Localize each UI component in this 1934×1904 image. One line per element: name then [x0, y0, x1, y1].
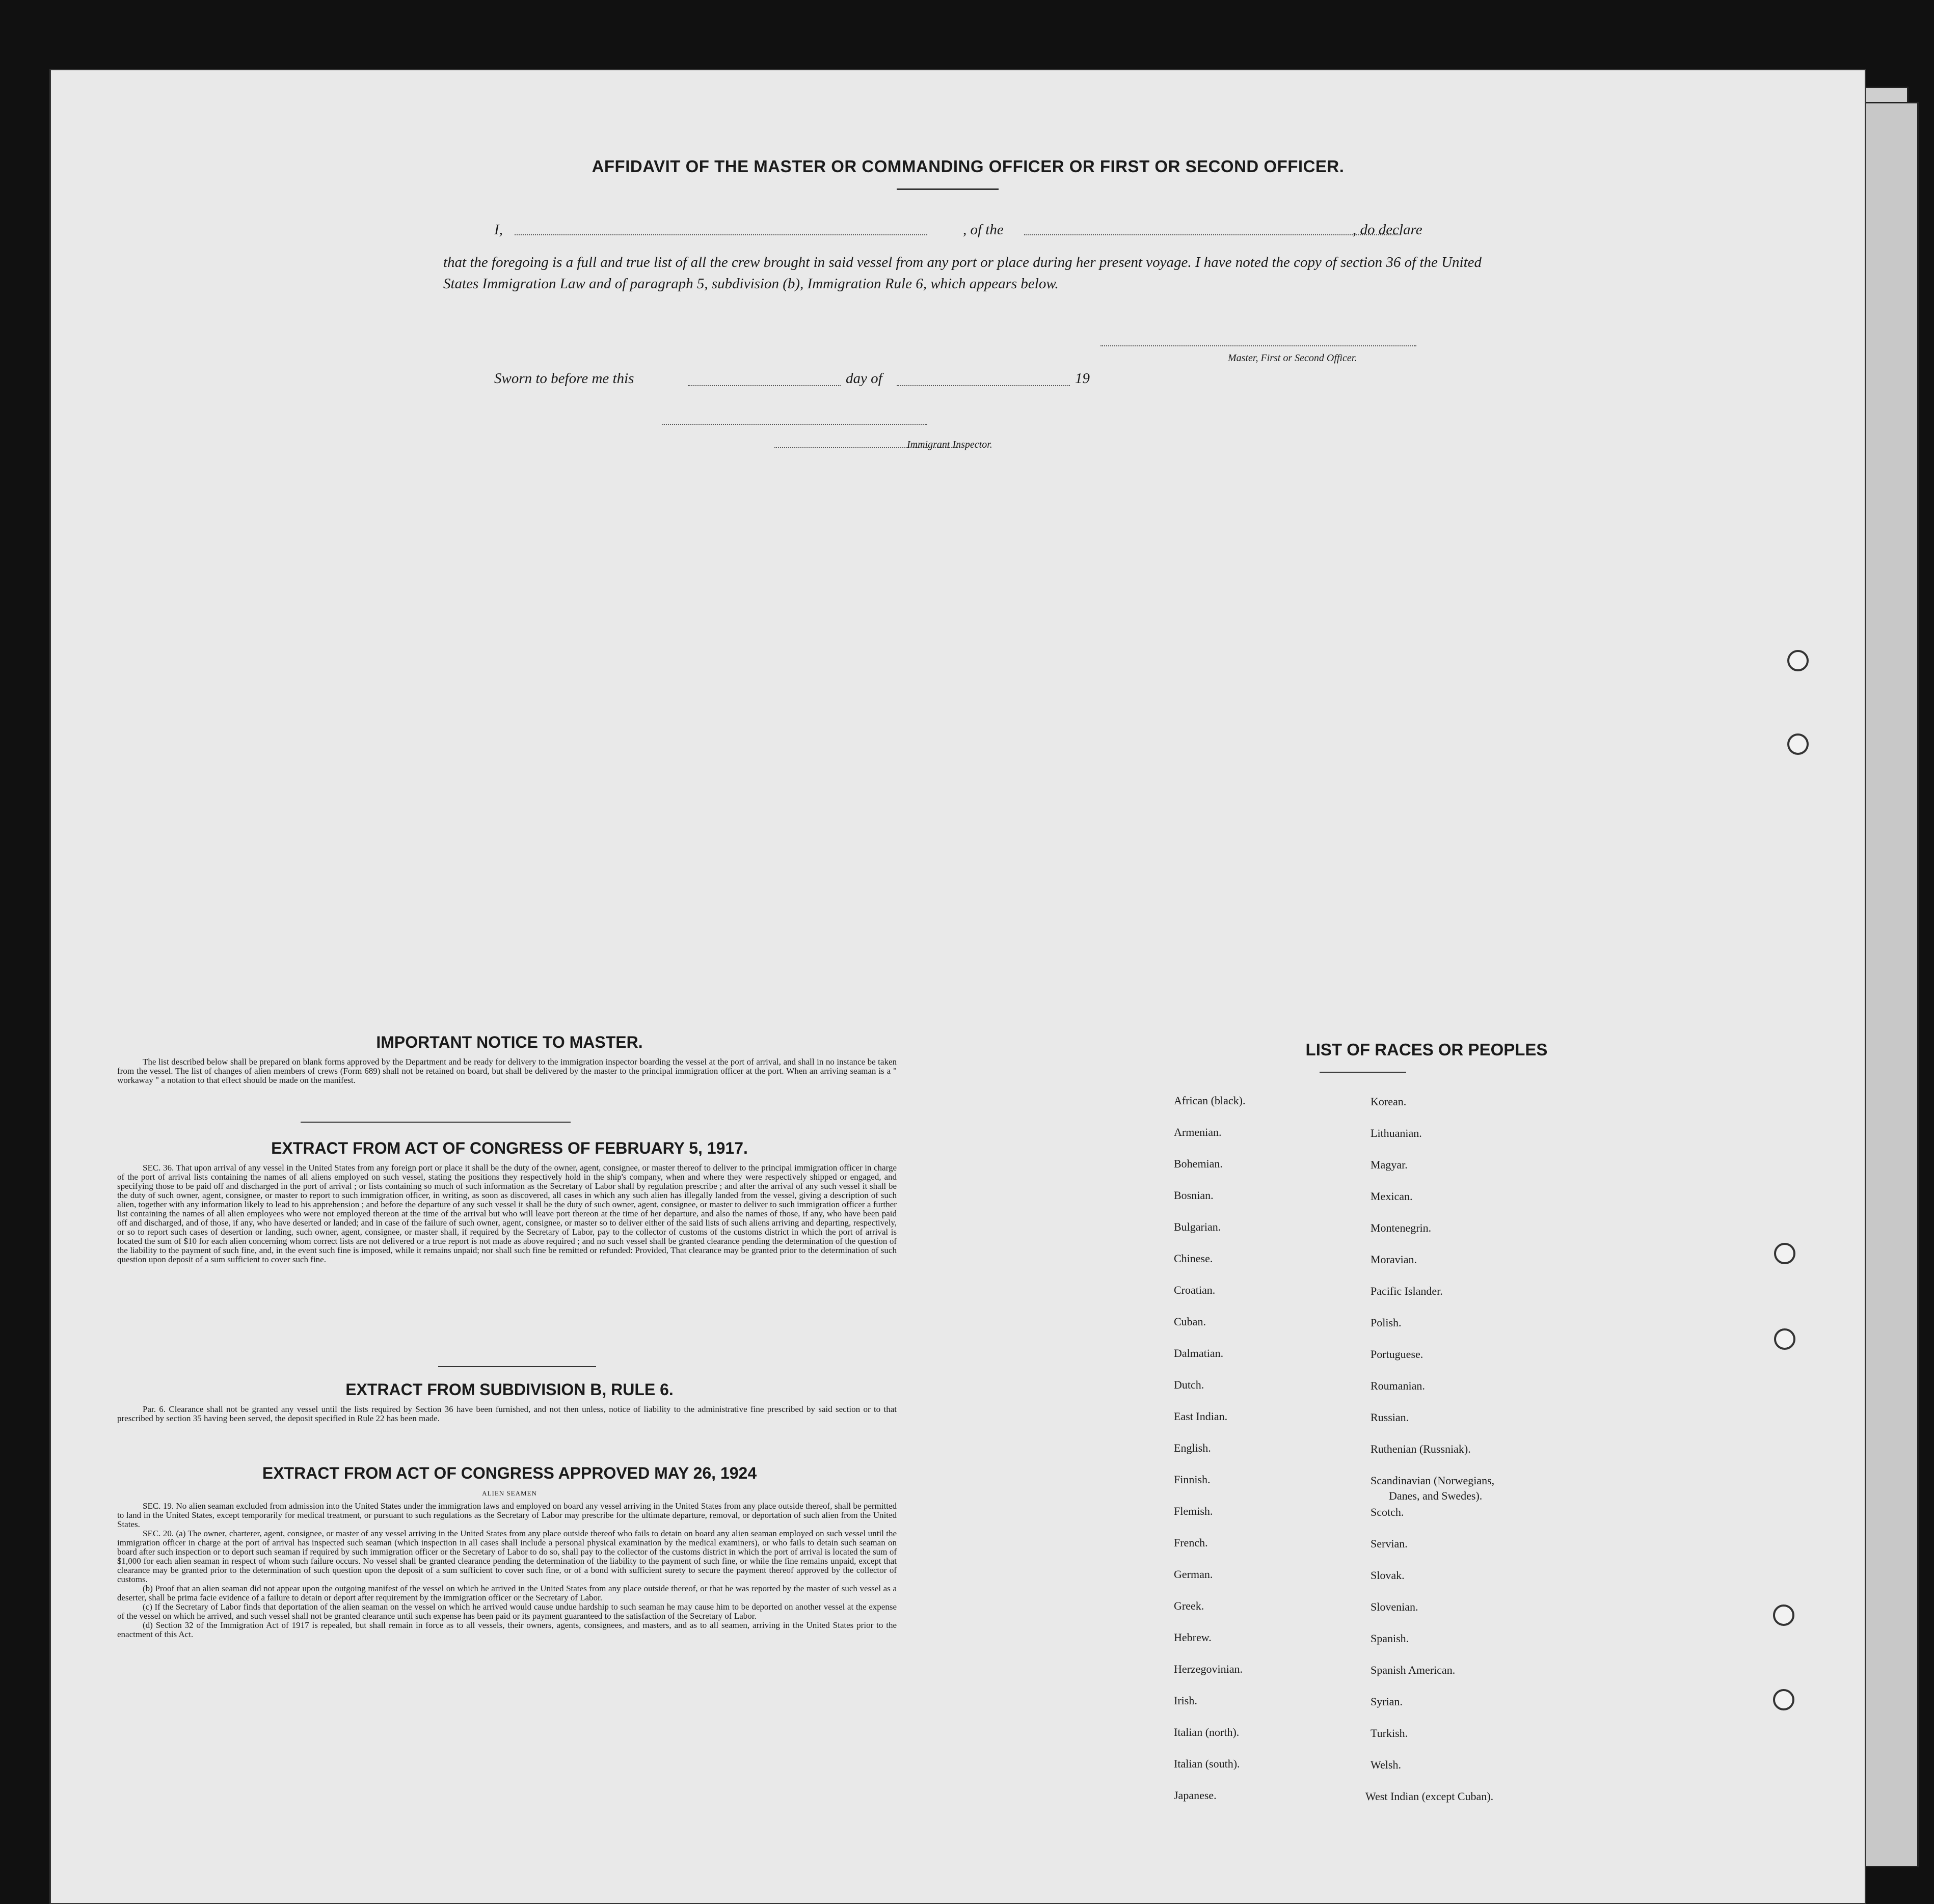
- race-item: Ruthenian (Russniak).: [1371, 1443, 1471, 1455]
- race-item: Scotch.: [1371, 1506, 1404, 1518]
- race-item: African (black).: [1174, 1094, 1246, 1107]
- race-item: Japanese.: [1174, 1789, 1217, 1802]
- race-item: Croatian.: [1174, 1284, 1216, 1296]
- race-item: Dutch.: [1174, 1378, 1204, 1391]
- race-item: Dalmatian.: [1174, 1347, 1224, 1359]
- race-item: Spanish.: [1371, 1632, 1409, 1645]
- race-item: Roumanian.: [1371, 1379, 1425, 1392]
- race-item: Bulgarian.: [1174, 1220, 1221, 1233]
- race-item: French.: [1174, 1536, 1208, 1549]
- race-item: Welsh.: [1371, 1758, 1401, 1771]
- race-item: Cuban.: [1174, 1315, 1206, 1328]
- affidavit-line-i: I,: [494, 222, 503, 238]
- race-item: Danes, and Swedes).: [1389, 1489, 1483, 1502]
- race-item: Hebrew.: [1174, 1631, 1212, 1644]
- race-item: Italian (south).: [1174, 1757, 1240, 1770]
- affidavit-paragraph: that the foregoing is a full and true list of all the crew brought in said vessel from any port or place during her present voyage. I have noted the copy of section 36 of the United States Immigration Law and of paragraph 5, subdivision (b), Immigration Rule 6, which appears below.: [443, 254, 1482, 292]
- race-item: Portuguese.: [1371, 1348, 1423, 1361]
- race-item: Bohemian.: [1174, 1157, 1223, 1170]
- extract-1924-title: EXTRACT FROM ACT OF CONGRESS APPROVED MAY 26, 1924: [262, 1464, 757, 1482]
- binder-hole-icon: [1773, 1604, 1794, 1626]
- race-item: Flemish.: [1174, 1505, 1213, 1517]
- races-title: LIST OF RACES OR PEOPLES: [1305, 1040, 1548, 1059]
- race-item: Slovenian.: [1371, 1600, 1418, 1613]
- binder-hole-icon: [1774, 1328, 1795, 1350]
- race-item: Herzegovinian.: [1174, 1663, 1243, 1675]
- title-rule: [897, 188, 999, 190]
- extract-1917-title: EXTRACT FROM ACT OF CONGRESS OF FEBRUARY 5, 1917.: [271, 1139, 748, 1157]
- section-rule: [301, 1122, 571, 1123]
- extract-1924-paragraph: (c) If the Secretary of Labor finds that deportation of the alien seaman on the vessel on which he arrived would cause undue hardship to such seaman he may cause him to be deported on another vessel at the expense of the vessel on which he arrived, and such vessel shall not be granted clearance until such expense has been paid or its payment guaranteed to the satisfaction of the Secretary of Labor.: [117, 1602, 897, 1621]
- section-rule: [438, 1366, 596, 1367]
- extract-rule6-text: Par. 6. Clearance shall not be granted any vessel until the lists required by Section 36 have been furnished, and not then unless, notice of liability to the administrative fine prescribed by said section or to that prescribed by section 35 having been served, the deposit specified in Rule 22 has been made.: [117, 1404, 897, 1423]
- race-item: Spanish American.: [1371, 1664, 1456, 1676]
- race-item: German.: [1174, 1568, 1213, 1581]
- extract-1924-body: [117, 1502, 897, 1639]
- race-item: Italian (north).: [1174, 1726, 1240, 1738]
- race-item: Moravian.: [1371, 1253, 1417, 1266]
- race-item: Bosnian.: [1174, 1189, 1214, 1202]
- extract-1924-paragraph: (d) Section 32 of the Immigration Act of 1917 is repealed, but shall remain in force as to all vessels, their owners, agents, consignees, and masters, and as to all seamen, arriving in the United States prior to the enactment of this Act.: [117, 1620, 897, 1639]
- race-item: Syrian.: [1371, 1695, 1403, 1708]
- name-fill-line[interactable]: [515, 234, 927, 235]
- race-item: Korean.: [1371, 1095, 1407, 1108]
- binder-hole-icon: [1787, 650, 1809, 671]
- race-item: Scandinavian (Norwegians,: [1371, 1474, 1495, 1487]
- race-item: Turkish.: [1371, 1727, 1408, 1739]
- race-item: Irish.: [1174, 1694, 1197, 1707]
- document-page: [51, 70, 1865, 1903]
- extract-1924-paragraph: (b) Proof that an alien seaman did not appear upon the outgoing manifest of the vessel on which he arrived in the United States from any place outside thereof, or that he was reported by the master of such vessel as a deserter, shall be prima facie evidence of a failure to detain or deport after requirement by the immigration officer or the Secretary of Labor.: [117, 1584, 897, 1602]
- vessel-fill-line[interactable]: [1024, 234, 1401, 235]
- binder-hole-icon: [1773, 1689, 1794, 1710]
- extract-1917-text: SEC. 36. That upon arrival of any vessel in the United States from any foreign port or place it shall be the duty of the owner, agent, consignee, or master thereof to deliver to the principal immigration officer in charge of the port of arrival lists containing the names of all aliens employed on such vessel, stating the positions they respectively hold in the ship's company, when and where they were respectively shipped or engaged, and specifying those to be paid off and discharged in the port of arrival ; or lists containing so much of such information as the Secretary of Labor shall by regulation prescribe ; and after the arrival of any such vessel it shall be the duty of such owner, agent, consignee, or master to report to such immigration officer, in writing, as soon as discovered, all cases in which any such alien has illegally landed from the vessel, giving a description of such alien, together with any information likely to lead to his apprehension ; and before the departure of any such vessel it shall be the duty of such owner, agent, consignee, or master to deliver to such immigration officer a further list containing the names of all alien employees who were not employed thereon at the time of the arrival but who will leave port thereon at the time of her departure, and also the names of those, if any, who have been paid off and discharged, and of those, if any, who have deserted or landed; and in case of the failure of such owner, agent, consignee, or master so to deliver either of the said lists of such aliens arriving and departing, respectively, or so to report such cases of desertion or landing, such owner, agent, consignee, or master shall, if required by the Secretary of Labor, pay to the collector of customs of the customs district in which the port of arrival is located the sum of $10 for each alien concerning whom correct lists are not delivered or a true report is not made as above required ; and no such vessel shall be granted clearance pending the determination of the question of the liability to the payment of such fine, and, in the event such fine is imposed, while it remains unpaid; nor shall such fine be remitted or refunded: Provided, That clearance may be granted prior to the determination of such question upon deposit of a sum sufficient to cover such fine.: [117, 1163, 897, 1264]
- extract-1924-subtitle: ALIEN SEAMEN: [482, 1489, 537, 1497]
- sworn-month-fill-line[interactable]: [897, 385, 1070, 386]
- race-item: West Indian (except Cuban).: [1365, 1790, 1494, 1803]
- race-item: English.: [1174, 1441, 1211, 1454]
- sworn-day-fill-line[interactable]: [688, 385, 841, 386]
- race-item: Servian.: [1371, 1537, 1408, 1550]
- binder-hole-icon: [1774, 1243, 1795, 1264]
- extract-1924-paragraph: SEC. 19. No alien seaman excluded from admission into the United States under the immigration laws and employed on board any vessel arriving in the United States from any place outside thereof, shall be permitted to land in the United States, except temporarily for medical treatment, or pursuant to such regulations as the Secretary of Labor may prescribe for the ultimate departure, removal, or deportation of such alien from the United States.: [117, 1501, 897, 1529]
- binder-hole-icon: [1787, 733, 1809, 755]
- race-item: Chinese.: [1174, 1252, 1213, 1265]
- race-item: East Indian.: [1174, 1410, 1228, 1423]
- affidavit-title: AFFIDAVIT OF THE MASTER OR COMMANDING OFFICER OR FIRST OR SECOND OFFICER.: [592, 157, 1345, 176]
- sworn-day-of: day of: [846, 370, 882, 387]
- race-item: Lithuanian.: [1371, 1127, 1422, 1139]
- inspector-signature-line-upper[interactable]: [662, 424, 927, 425]
- race-item: Slovak.: [1371, 1569, 1405, 1582]
- races-title-rule: [1320, 1072, 1406, 1073]
- race-item: Armenian.: [1174, 1126, 1222, 1138]
- race-item: Russian.: [1371, 1411, 1409, 1424]
- extract-1924-paragraph: SEC. 20. (a) The owner, charterer, agent, consignee, or master of any vessel arriving in the United States from any place outside thereof who fails to detain on board any alien seaman employed on such vessel until the immigration officer in charge at the port of arrival has inspected such seaman (which inspection in all cases shall include a personal physical examination by the medical examiners), or who fails to detain such seaman on board after such inspection or to deport such seaman if required by such immigration officer or the Secretary of Labor to do so, shall pay to the collector of the customs district in which the port of arrival is located the sum of $1,000 for each alien seaman in respect of whom such failure occurs. No vessel shall be granted clearance pending the determination of the liability to the payment of such fine, or while the fine remains unpaid, except that clearance may be granted prior to the determination of such question upon the deposit of a sum sufficient to cover such fine, or of a bond with sufficient surety to secure the payment thereof approved by the collector of customs.: [117, 1529, 897, 1584]
- extract-rule6-title: EXTRACT FROM SUBDIVISION B, RULE 6.: [345, 1380, 674, 1399]
- race-item: Polish.: [1371, 1316, 1402, 1329]
- inspector-label: Immigrant Inspector.: [907, 439, 992, 450]
- race-item: Magyar.: [1371, 1158, 1408, 1171]
- race-item: Mexican.: [1371, 1190, 1413, 1203]
- notice-title: IMPORTANT NOTICE TO MASTER.: [376, 1033, 643, 1051]
- sworn-year: 19: [1075, 370, 1090, 387]
- master-signature-line[interactable]: [1100, 345, 1416, 346]
- affidavit-of-the: , of the: [963, 222, 1004, 238]
- race-item: Pacific Islander.: [1371, 1285, 1443, 1297]
- notice-text: The list described below shall be prepared on blank forms approved by the Department and be ready for delivery to the immigration inspector boarding the vessel at the port of arrival, and shall in no instance be taken from the vessel. The list of changes of alien members of crews (Form 689) shall not be retained on board, but shall be delivered by the master to the principal immigration officer at the port. When an arriving seaman is a " workaway " a notation to that effect should be made on the manifest.: [117, 1057, 897, 1085]
- race-item: Montenegrin.: [1371, 1221, 1432, 1234]
- sworn-prefix: Sworn to before me this: [494, 370, 634, 387]
- affidavit-declare: , do declare: [1353, 222, 1422, 238]
- race-item: Finnish.: [1174, 1473, 1211, 1486]
- race-item: Greek.: [1174, 1599, 1204, 1612]
- master-label: Master, First or Second Officer.: [1228, 352, 1357, 364]
